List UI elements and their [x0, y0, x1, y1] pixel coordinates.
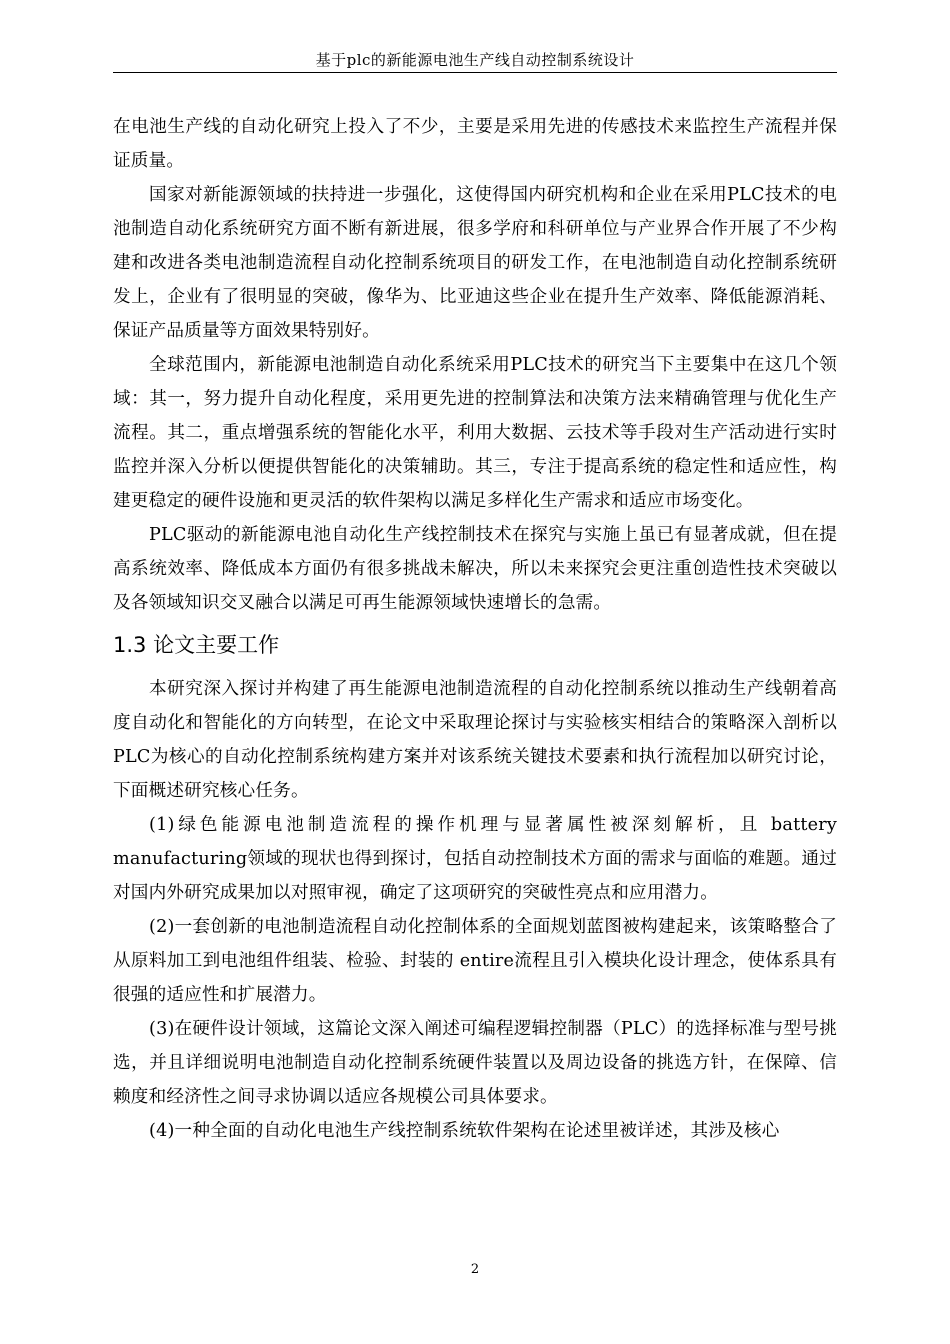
paragraph-task-1: (1)绿色能源电池制造流程的操作机理与显著属性被深刻解析，且 battery manufacturing领域的现状也得到探讨，包括自动控制技术方面的需求与面临的难题。通过对国内外研究成果加以对照审视，确定了这项研究的突破性亮点和应用潜力。	[113, 815, 837, 903]
page-body	[113, 110, 837, 1148]
paragraph-task-3: (3)在硬件设计领域，这篇论文深入阐述可编程逻辑控制器（PLC）的选择标准与型号挑选，并且详细说明电池制造自动化控制系统硬件装置以及周边设备的挑选方针，在保障、信赖度和经济性之间寻求协调以适应各规模公司具体要求。	[113, 1019, 837, 1107]
paragraph-task-4: (4)一种全面的自动化电池生产线控制系统软件架构在论述里被详述，其涉及核心	[149, 1121, 780, 1141]
header-title: 基于plc的新能源电池生产线自动控制系统设计	[315, 51, 635, 69]
page-number: 2	[470, 1262, 480, 1277]
page-footer	[0, 1262, 950, 1277]
paragraph-national-support: 国家对新能源领域的扶持进一步强化，这使得国内研究机构和企业在采用PLC技术的电池制造自动化系统研究方面不断有新进展，很多学府和科研单位与产业界合作开展了不少构建和改进各类电池制造流程自动化控制系统项目的研发工作，在电池制造自动化控制系统研发上，企业有了很明显的突破，像华为、比亚迪这些企业在提升生产效率、降低能源消耗、保证产品质量等方面效果特别好。	[113, 185, 837, 341]
page-header	[113, 50, 837, 73]
paragraph-task-2: (2)一套创新的电池制造流程自动化控制体系的全面规划蓝图被构建起来，该策略整合了从原料加工到电池组件组装、检验、封装的 entire流程且引入模块化设计理念，使体系具有很强的适应性和扩展潜力。	[113, 917, 837, 1005]
paragraph-intro-work: 本研究深入探讨并构建了再生能源电池制造流程的自动化控制系统以推动生产线朝着高度自动化和智能化的方向转型，在论文中采取理论探讨与实验核实相结合的策略深入剖析以PLC为核心的自动化控制系统构建方案并对该系统关键技术要素和执行流程加以研究讨论，下面概述研究核心任务。	[113, 679, 837, 801]
paragraph-continued: 在电池生产线的自动化研究上投入了不少，主要是采用先进的传感技术来监控生产流程并保证质量。	[113, 117, 837, 171]
paragraph-global-research: 全球范围内，新能源电池制造自动化系统采用PLC技术的研究当下主要集中在这几个领域：其一，努力提升自动化程度，采用更先进的控制算法和决策方法来精确管理与优化生产流程。其二，重点增强系统的智能化水平，利用大数据、云技术等手段对生产活动进行实时监控并深入分析以便提供智能化的决策辅助。其三，专注于提高系统的稳定性和适应性，构建更稳定的硬件设施和更灵活的软件架构以满足多样化生产需求和适应市场变化。	[113, 355, 837, 511]
paragraph-challenges: PLC驱动的新能源电池自动化生产线控制技术在探究与实施上虽已有显著成就，但在提高系统效率、降低成本方面仍有很多挑战未解决，所以未来探究会更注重创造性技术突破以及各领域知识交叉融合以满足可再生能源领域快速增长的急需。	[113, 525, 837, 613]
section-heading: 1.3 论文主要工作	[113, 633, 280, 657]
